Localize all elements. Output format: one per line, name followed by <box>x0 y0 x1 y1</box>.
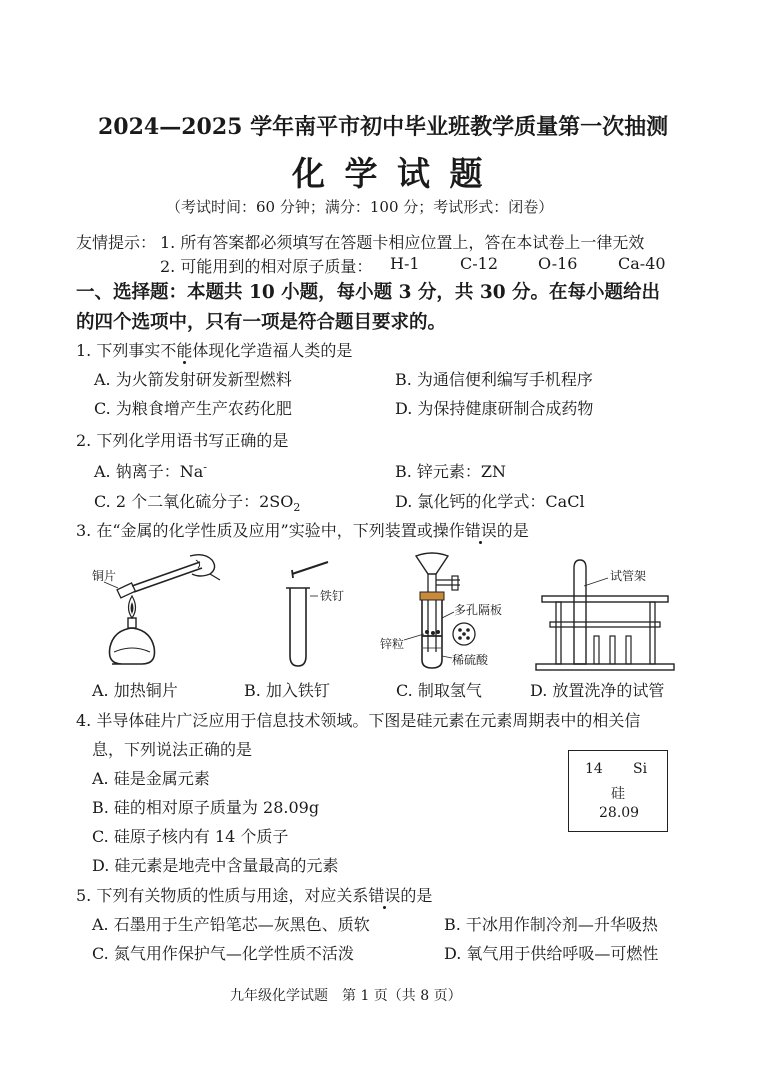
q1-option-a: A. 为火箭发射研发新型燃料 <box>94 370 292 389</box>
q5-option-c: C. 氮气用作保护气—化学性质不活泼 <box>92 944 354 963</box>
q4-option-b: B. 硅的相对原子质量为 28.09g <box>92 798 320 817</box>
tips-label: 友情提示： <box>76 233 157 252</box>
label-rack: 试管架 <box>610 569 647 583</box>
q1-stem: 1. 下列事实不能体现化学造福人类的是 <box>76 341 353 360</box>
mass-o: O-16 <box>538 254 578 273</box>
tips-line-2: 2. 可能用到的相对原子质量： <box>160 257 373 276</box>
label-copper: 铜片 <box>92 569 117 583</box>
q4-stem-line-2: 息，下列说法正确的是 <box>92 740 253 759</box>
label-dilute-acid: 稀硫酸 <box>452 653 489 667</box>
label-porous-plate: 多孔隔板 <box>454 603 503 617</box>
figure-adding-nail <box>282 560 362 672</box>
mass-ca: Ca-40 <box>618 254 666 273</box>
q4-option-a: A. 硅是金属元素 <box>92 769 210 788</box>
element-card-silicon <box>568 750 668 832</box>
q3-option-c: C. 制取氢气 <box>396 681 482 700</box>
q5-option-b: B. 干冰用作制冷剂—升华吸热 <box>444 915 658 934</box>
q4-option-d: D. 硅元素是地壳中含量最高的元素 <box>92 856 339 875</box>
q3-option-b: B. 加入铁钉 <box>244 681 330 700</box>
q3-option-d: D. 放置洗净的试管 <box>530 681 665 700</box>
q2-option-c: C. 2 个二氧化硫分子：$2SO_2$ <box>94 492 301 515</box>
figure-test-tube-rack <box>536 556 676 672</box>
mass-h: H-1 <box>390 254 420 273</box>
element-name: 硅 <box>611 786 625 802</box>
mass-c: C-12 <box>460 254 499 273</box>
exam-info: （考试时间：60 分钟；满分：100 分；考试形式：闭卷） <box>166 198 554 216</box>
q1-option-b: B. 为通信便利编写手机程序 <box>395 370 593 389</box>
q4-stem-line-1: 4. 半导体硅片广泛应用于信息技术领域。下图是硅元素在元素周期表中的相关信 <box>76 711 641 730</box>
q2-option-d: D. 氯化钙的化学式：CaCl <box>395 492 585 511</box>
section-heading-line-1: 一、选择题：本题共 10 小题，每小题 3 分，共 30 分。在每小题给出 <box>76 282 661 303</box>
subject-title: 化 学 试 题 <box>292 154 487 193</box>
q3-stem: 3. 在“金属的化学性质及应用”实验中，下列装置或操作错误的是 <box>76 521 529 540</box>
q2-stem: 2. 下列化学用语书写正确的是 <box>76 431 289 450</box>
q2-option-b: B. 锌元素：ZN <box>395 462 507 481</box>
page-title: 2024—2025 学年南平市初中毕业班教学质量第一次抽测 <box>98 114 669 140</box>
q2-option-a: A. 钠离子：Na- <box>94 460 207 481</box>
figure-heating-copper <box>92 552 232 672</box>
element-mass: 28.09 <box>599 805 640 821</box>
label-nail: 铁钉 <box>320 589 345 603</box>
page-footer: 九年级化学试题 第 1 页（共 8 页） <box>230 988 462 1004</box>
q4-option-c: C. 硅原子核内有 14 个质子 <box>92 827 289 846</box>
element-symbol: Si <box>633 761 648 777</box>
q5-option-d: D. 氧气用于供给呼吸—可燃性 <box>444 944 659 963</box>
section-heading-line-2: 的四个选项中，只有一项是符合题目要求的。 <box>76 312 447 333</box>
label-zinc: 锌粒 <box>380 637 405 651</box>
q1-option-d: D. 为保持健康研制合成药物 <box>395 399 594 418</box>
q5-option-a: A. 石墨用于生产铅笔芯—灰黑色、质软 <box>92 915 370 934</box>
element-number: 14 <box>585 761 603 777</box>
tips-line-1: 1. 所有答案都必须填写在答题卡相应位置上，答在本试卷上一律无效 <box>160 233 645 252</box>
q5-stem: 5. 下列有关物质的性质与用途，对应关系错误的是 <box>76 886 433 905</box>
figure-hydrogen-setup <box>380 552 520 672</box>
q3-option-a: A. 加热铜片 <box>92 681 178 700</box>
q1-option-c: C. 为粮食增产生产农药化肥 <box>94 399 292 418</box>
